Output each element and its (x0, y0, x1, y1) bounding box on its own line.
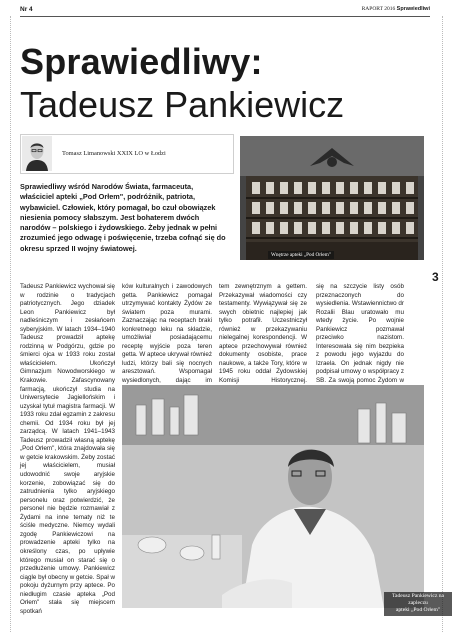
section-label: Sprawiedliwi (396, 6, 430, 12)
issue-number: Nr 4 (20, 6, 33, 13)
pankiewicz-portrait-photo (122, 385, 424, 608)
pharmacy-interior-photo (240, 136, 424, 260)
article-title-line1: Sprawiedliwy: (20, 41, 263, 82)
author-name: Tomasz Limanowski XXIX LO w Łodzi (62, 150, 166, 157)
body-column-2: ków kulturalnych i zawodowych getta. Pankiewicz pomagał utrzymywać kontakty Żydów ze światem poza murami. Zaznaczając na receptach braki konkretnego leku na składzie, umożliwiał posiadającemu receptę wyjście poza teren getta. W aptece ukrywał również ludzi, którzy bali się nocnych aresztowań. Wspomagał wysiedlonych, dając im (122, 283, 212, 385)
bottom-photo-caption (384, 592, 452, 616)
right-dotted-margin (442, 16, 443, 632)
header-rule (20, 16, 430, 17)
body-column-4: się na szczycie listy osób przeznaczonych do wysiedlenia. Wstawiennictwo dr Rozalii Blau uratowało mu wtedy życie. Po wojnie Pankiewicz pozmawał przeciwko nazistom. Interesowała się nim bezpieka z powodu jego wyjazdu do Izraela. On jednak nigdy nie podpisał umowy o współpracy z SB. Za swoją pomoc Żydom w (316, 283, 404, 385)
lead-paragraph: Sprawiedliwy wśród Narodów Świata, farmaceuta, właściciel apteki „Pod Orłem", podróżnik, patriota, wybawiciel. Człowiek, który pomagał, bo czuł obowiązek niesienia pomocy słabszym. Jest bohaterem dwóch narodów – polskiego i żydowskiego. Żeby jednak w pełni zrozumieć jego odwagę i poświęcenie, trzeba cofnąć się do okresu sprzed II wojny światowej. (20, 182, 226, 253)
left-dotted-margin (10, 16, 11, 632)
bottom-caption-line2: apteki „Pod Orłem" (395, 607, 441, 614)
body-column-1: Tadeusz Pankiewicz wychował się w rodzinie o tradycjach patriotycznych. Jego dziadek Leon Pankiewicz był nadleśniczym i zesłańcem syberyjskim. W latach 1934–1940 Tadeusz prowadził aptekę rodzinną w Podgórzu, gdzie po śmierci ojca w 1933 roku został właścicielem. Ukończył Gimnazjum Nowodworskiego w Krakowie. Zafascynowany farmacją, ukończył studia na Uniwersytecie Jagiellońskim i uzyskał tytuł magistra farmacji. W 1933 roku zdał egzamin z zakresu chemii. Od 1934 roku był jej zarządcą. W latach 1941–1943 Tadeusz prowadził własną aptekę „Pod Orłem", która znajdowała się w getcie krakowskim. Żeby zostać jej właścicielem, musiał udowodnić swoje aryjskie korzenie, zobowiązać się do zatrudnienia tylko aryjskiego personelu oraz potwierdzić, że personel nie będzie rozmawiał z Żydami na inne tematy niż te ściśle medyczne. Niemcy wydali zgodę Pankiewiczowi na prowadzenie apteki tylko na określony czas, po upływie którego musiał on starać się o przedłużenie umowy. Pankiewicz ciągle był obecny w getcie. Spał w pokoju dyżurnym przy aptece. Po niedługim czasie apteka „Pod Orłem" stała się miejscem spotkań (20, 283, 115, 615)
body-column-3: tem zewnętrznym a gettem. Przekazywał wiadomości czy testamenty. Wywiązywał się ze swych obietnic najlepiej jak tylko potrafił. Uczestniczył również w przekazywaniu nielegalnej korespondencji. W aptece przechowywał również dokumenty osobiste, prace naukowe, a także Tory, które w 1945 roku oddał Żydowskiej Komisji Historycznej. (219, 283, 307, 385)
bottom-caption-line1: Tadeusz Pankiewicz na zapleczu (391, 593, 445, 607)
running-header (362, 6, 430, 12)
top-photo-caption: Wnętrze apteki „Pod Orłem" (268, 251, 334, 259)
author-photo (22, 136, 52, 171)
page-number: 3 (432, 270, 439, 284)
article-title-line2: Tadeusz Pankiewicz (20, 84, 345, 125)
raport-label: RAPORT 2016 (361, 6, 396, 12)
